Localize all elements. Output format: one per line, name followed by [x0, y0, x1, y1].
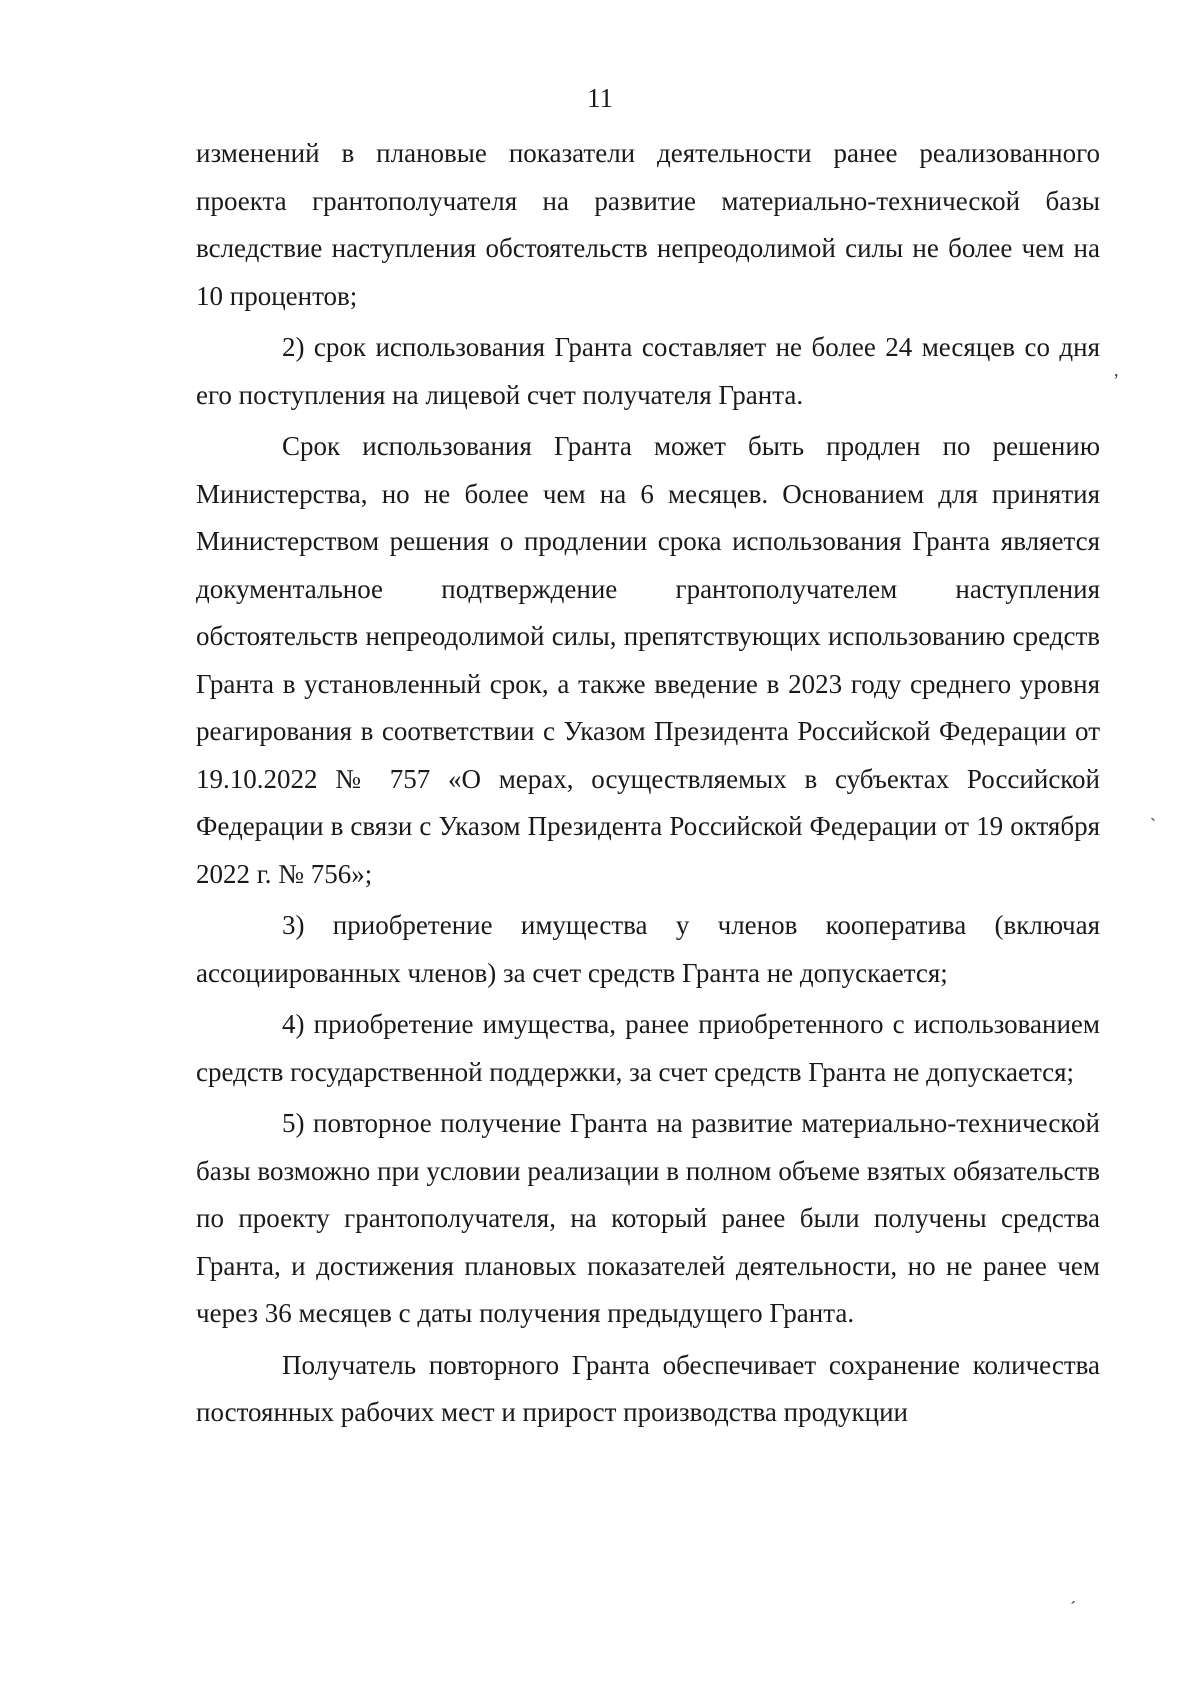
- paragraph-continuation: изменений в плановые показатели деятельности ранее реализованного проекта грантополучателя на развитие материально-технической базы вследствие наступления обстоятельств непреодолимой силы не более чем на 10 процентов;: [196, 138, 1100, 311]
- paragraph-repeat-grant: Получатель повторного Гранта обеспечивает сохранение количества постоянных рабочих мест и прирост производства продукции: [196, 1349, 1100, 1427]
- document-body: [196, 130, 1100, 1437]
- scan-speck: ,: [1114, 360, 1119, 380]
- paragraph-item-3: 3) приобретение имущества у членов кооператива (включая ассоциированных членов) за счет средств Гранта не допускается;: [196, 910, 1100, 988]
- paragraph-grant-extension: Срок использования Гранта может быть продлен по решению Министерства, но не более чем на 6 месяцев. Основанием для принятия Министерством решения о продлении срока использования Гранта является документальное подтверждение грантополучателем наступления обстоятельств непреодолимой силы, препятствующих использованию средств Гранта в установленный срок, а также введение в 2023 году среднего уровня реагирования в соответствии с Указом Президента Российской Федерации от 19.10.2022 № 757 «О мерах, осуществляемых в субъектах Российской Федерации в связи с Указом Президента Российской Федерации от 19 октября 2022 г. № 756»;: [196, 431, 1100, 889]
- paragraph-item-5: 5) повторное получение Гранта на развитие материально-технической базы возможно при условии реализации в полном объеме взятых обязательств по проекту грантополучателя, на который ранее были получены средства Гранта, и достижения плановых показателей деятельности, но не ранее чем через 36 месяцев с даты получения предыдущего Гранта.: [196, 1108, 1100, 1328]
- scan-speck: `: [1150, 815, 1156, 835]
- page-number: 11: [587, 83, 613, 113]
- paragraph-item-2: 2) срок использования Гранта составляет не более 24 месяцев со дня его поступления на лицевой счет получателя Гранта.: [196, 332, 1100, 410]
- paragraph-item-4: 4) приобретение имущества, ранее приобретенного с использованием средств государственной поддержки, за счет средств Гранта не допускается;: [196, 1009, 1100, 1087]
- scan-speck: ´: [1070, 1598, 1076, 1618]
